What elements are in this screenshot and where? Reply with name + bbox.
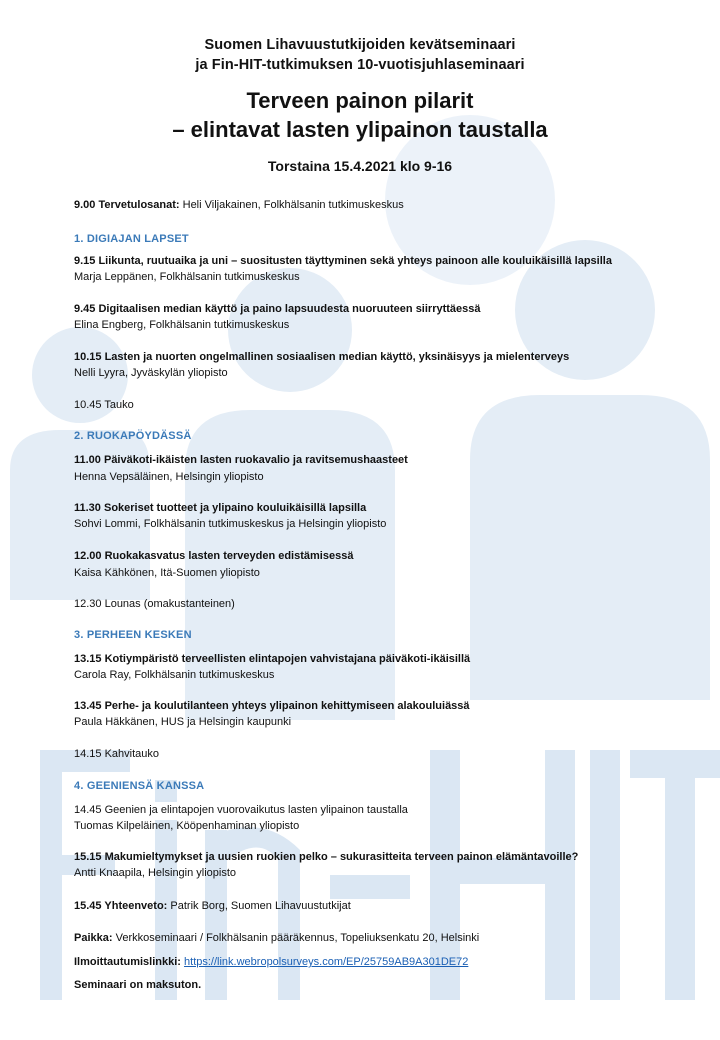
summary-row [74, 900, 351, 912]
talk-speaker: Carola Ray, Folkhälsanin tutkimuskeskus [74, 669, 275, 681]
event-date: Torstaina 15.4.2021 klo 9-16 [267, 158, 453, 174]
summary-speaker: Patrik Borg, Suomen Lihavuustutkijat [170, 900, 351, 912]
free-note: Seminaari on maksuton. [74, 979, 202, 991]
section-heading-2: 2. RUOKAPÖYDÄSSÄ [74, 430, 192, 442]
title-line-2: – elintavat lasten ylipainon taustalla [172, 117, 548, 142]
signup-row [74, 956, 468, 968]
place-label: Paikka: [74, 932, 113, 944]
talk-title: 10.15 Lasten ja nuorten ongelmallinen sosiaalisen median käyttö, yksinäisyys ja mielenterveys [74, 351, 570, 363]
signup-label: Ilmoittautumislinkki: [74, 956, 181, 968]
talk-speaker: Nelli Lyyra, Jyväskylän yliopisto [74, 367, 228, 379]
talk-speaker: Tuomas Kilpeläinen, Kööpenhaminan yliopisto [74, 820, 300, 832]
talk-title: 15.15 Makumieltymykset ja uusien ruokien pelko – sukurasitteita terveen painon elämäntavoille? [74, 851, 579, 863]
talk-title: 11.30 Sokeriset tuotteet ja ylipaino kouluikäisillä lapsilla [74, 502, 367, 514]
break-item: 10.45 Tauko [74, 399, 134, 411]
welcome-speaker: Heli Viljakainen, Folkhälsanin tutkimuskeskus [182, 199, 404, 211]
signup-link[interactable]: https://link.webropolsurveys.com/EP/25759AB9A301DE72 [184, 956, 469, 968]
talk-title: 9.45 Digitaalisen median käyttö ja paino lapsuudesta nuoruuteen siirryttäessä [74, 303, 481, 315]
talk-speaker: Paula Häkkänen, HUS ja Helsingin kaupunki [74, 716, 292, 728]
place-value: Verkkoseminaari / Folkhälsanin pääräkennus, Topeliuksenkatu 20, Helsinki [115, 932, 480, 944]
summary-label: 15.45 Yhteenveto: [74, 900, 168, 912]
talk-title: 13.45 Perhe- ja koulutilanteen yhteys ylipainon kehittymiseen alakouluiässä [74, 700, 470, 712]
talk-title: 13.15 Kotiympäristö terveellisten elintapojen vahvistajana päiväkoti-ikäisillä [74, 653, 471, 665]
talk-title: 12.00 Ruokakasvatus lasten terveyden edistämisessä [74, 550, 354, 562]
section-heading-1: 1. DIGIAJAN LAPSET [74, 233, 189, 245]
talk-speaker: Henna Vepsäläinen, Helsingin yliopisto [74, 471, 264, 483]
welcome-label: 9.00 Tervetulosanat: [74, 199, 180, 211]
header-line-2: ja Fin-HIT-tutkimuksen 10-vuotisjuhlaseminaari [195, 57, 525, 73]
section-heading-4: 4. GEENIENSÄ KANSSA [74, 780, 205, 792]
section-heading-3: 3. PERHEEN KESKEN [74, 629, 192, 641]
talk-title: 9.15 Liikunta, ruutuaika ja uni – suositusten täyttyminen sekä yhteys painoon alle kouluikäisillä lapsilla [74, 255, 612, 267]
talk-speaker: Antti Knaapila, Helsingin yliopisto [74, 867, 237, 879]
talk-title: 14.45 Geenien ja elintapojen vuorovaikutus lasten ylipainon taustalla [74, 804, 408, 816]
title-line-1: Terveen painon pilarit [246, 88, 474, 113]
talk-speaker: Elina Engberg, Folkhälsanin tutkimuskeskus [74, 319, 290, 331]
header-line-1: Suomen Lihavuustutkijoiden kevätseminaari [204, 37, 516, 53]
talk-speaker: Kaisa Kähkönen, Itä-Suomen yliopisto [74, 567, 260, 579]
talk-title: 11.00 Päiväkoti-ikäisten lasten ruokavalio ja ravitsemushaasteet [74, 454, 408, 466]
welcome-row [74, 199, 404, 211]
talk-speaker: Marja Leppänen, Folkhälsanin tutkimuskeskus [74, 271, 300, 283]
talk-speaker: Sohvi Lommi, Folkhälsanin tutkimuskeskus ja Helsingin yliopisto [74, 518, 387, 530]
break-item: 14.15 Kahvitauko [74, 748, 160, 760]
break-item: 12.30 Lounas (omakustanteinen) [74, 598, 235, 610]
place-row [74, 932, 479, 944]
